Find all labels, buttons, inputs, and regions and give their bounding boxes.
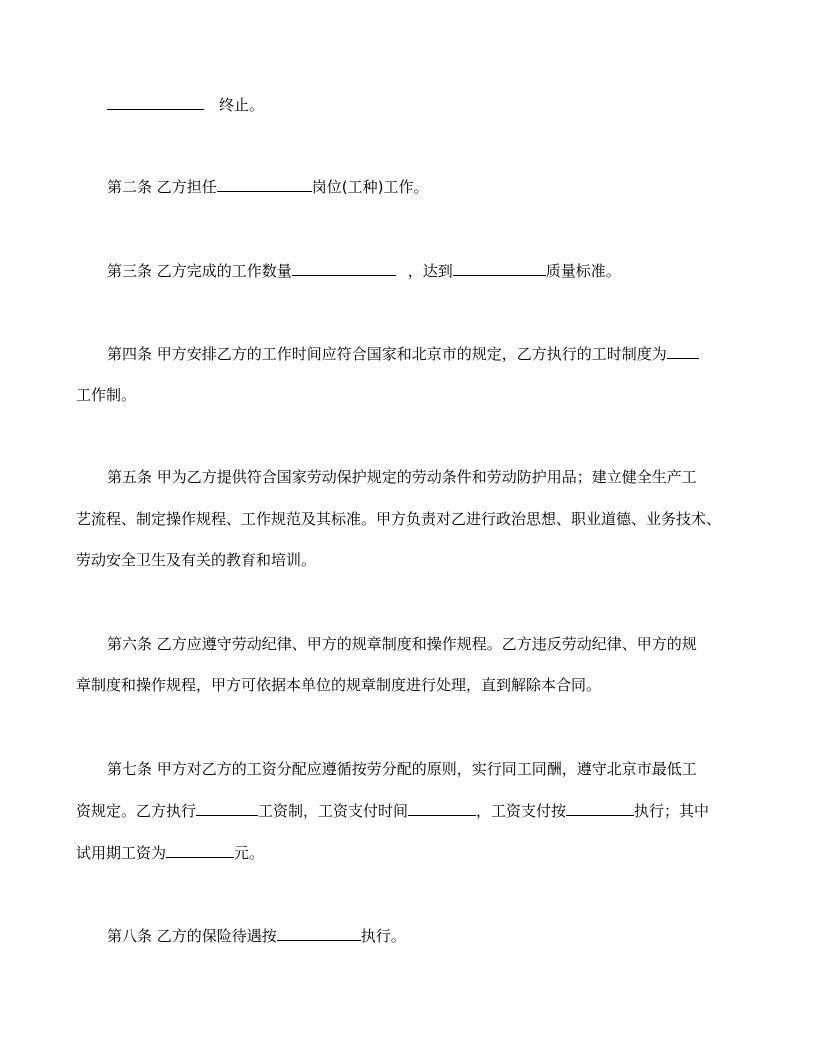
article-7-text-2a: 资规定。乙方执行 bbox=[76, 802, 197, 820]
article-5-text-2: 艺流程、制定操作规程、工作规范及其标准。甲方负责对乙进行政治思想、职业道德、业务技术、 bbox=[76, 510, 722, 528]
article-6-text-2: 章制度和操作规程，甲方可依据本单位的规章制度进行处理，直到解除本合同。 bbox=[76, 676, 602, 694]
article-7-line-2 bbox=[76, 801, 709, 821]
article-7-text-2d: 执行；其中 bbox=[634, 802, 710, 820]
article-4-text-b: 工作制。 bbox=[76, 386, 137, 404]
article-6-text-1: 第六条 乙方应遵守劳动纪律、甲方的规章制度和操作规程。乙方违反劳动纪律、甲方的规 bbox=[107, 635, 697, 653]
article-2-text-b: 岗位(工种)工作。 bbox=[311, 178, 429, 196]
article-3-text-c: 质量标准。 bbox=[545, 262, 621, 280]
article-2-text-a: 第二条 乙方担任 bbox=[107, 178, 217, 196]
article-5-line-2 bbox=[76, 509, 721, 529]
blank-field-pay-time[interactable] bbox=[408, 801, 476, 816]
blank-field-work-quantity[interactable] bbox=[292, 261, 396, 276]
blank-field-work-hours-system[interactable] bbox=[667, 344, 699, 359]
article-5-text-3: 劳动安全卫生及有关的教育和培训。 bbox=[76, 551, 317, 569]
blank-field-termination-date[interactable] bbox=[107, 95, 204, 110]
article-7-text-3b: 元。 bbox=[234, 844, 265, 862]
article-4-text-a: 第四条 甲方安排乙方的工作时间应符合国家和北京市的规定，乙方执行的工时制度为 bbox=[107, 345, 667, 363]
article-2 bbox=[107, 177, 429, 197]
blank-field-probation-wage[interactable] bbox=[166, 843, 234, 858]
blank-field-wage-system[interactable] bbox=[196, 801, 258, 816]
article-7-text-2b: 工资制，工资支付时间 bbox=[258, 802, 409, 820]
blank-field-position[interactable] bbox=[217, 177, 312, 192]
blank-field-pay-method[interactable] bbox=[566, 801, 634, 816]
article-6-line-1 bbox=[107, 634, 697, 654]
article-5-line-3 bbox=[76, 550, 316, 570]
article-8-text-a: 第八条 乙方的保险待遇按 bbox=[107, 927, 277, 945]
article-4-cont bbox=[76, 385, 136, 405]
article-7-line-3 bbox=[76, 843, 264, 863]
article-7-line-1 bbox=[107, 759, 697, 779]
blank-field-insurance[interactable] bbox=[277, 926, 361, 941]
article-8-text-b: 执行。 bbox=[360, 927, 406, 945]
article-3-text-a: 第三条 乙方完成的工作数量 bbox=[107, 262, 292, 280]
article-3 bbox=[107, 261, 621, 281]
text-termination: 终止。 bbox=[219, 96, 265, 114]
article-6-line-2 bbox=[76, 675, 601, 695]
article-5-line-1 bbox=[107, 467, 697, 487]
article-7-text-1: 第七条 甲方对乙方的工资分配应遵循按劳分配的原则，实行同工同酬，遵守北京市最低工 bbox=[107, 760, 697, 778]
article-7-text-3a: 试用期工资为 bbox=[76, 844, 167, 862]
blank-field-quality-standard[interactable] bbox=[453, 261, 546, 276]
article-4 bbox=[107, 344, 699, 364]
line-termination bbox=[107, 95, 264, 115]
article-7-text-2c: ，工资支付按 bbox=[476, 802, 567, 820]
article-5-text-1: 第五条 甲为乙方提供符合国家劳动保护规定的劳动条件和劳动防护用品；建立健全生产工 bbox=[107, 468, 697, 486]
article-3-text-b: ，达到 bbox=[407, 262, 453, 280]
article-8 bbox=[107, 926, 406, 946]
